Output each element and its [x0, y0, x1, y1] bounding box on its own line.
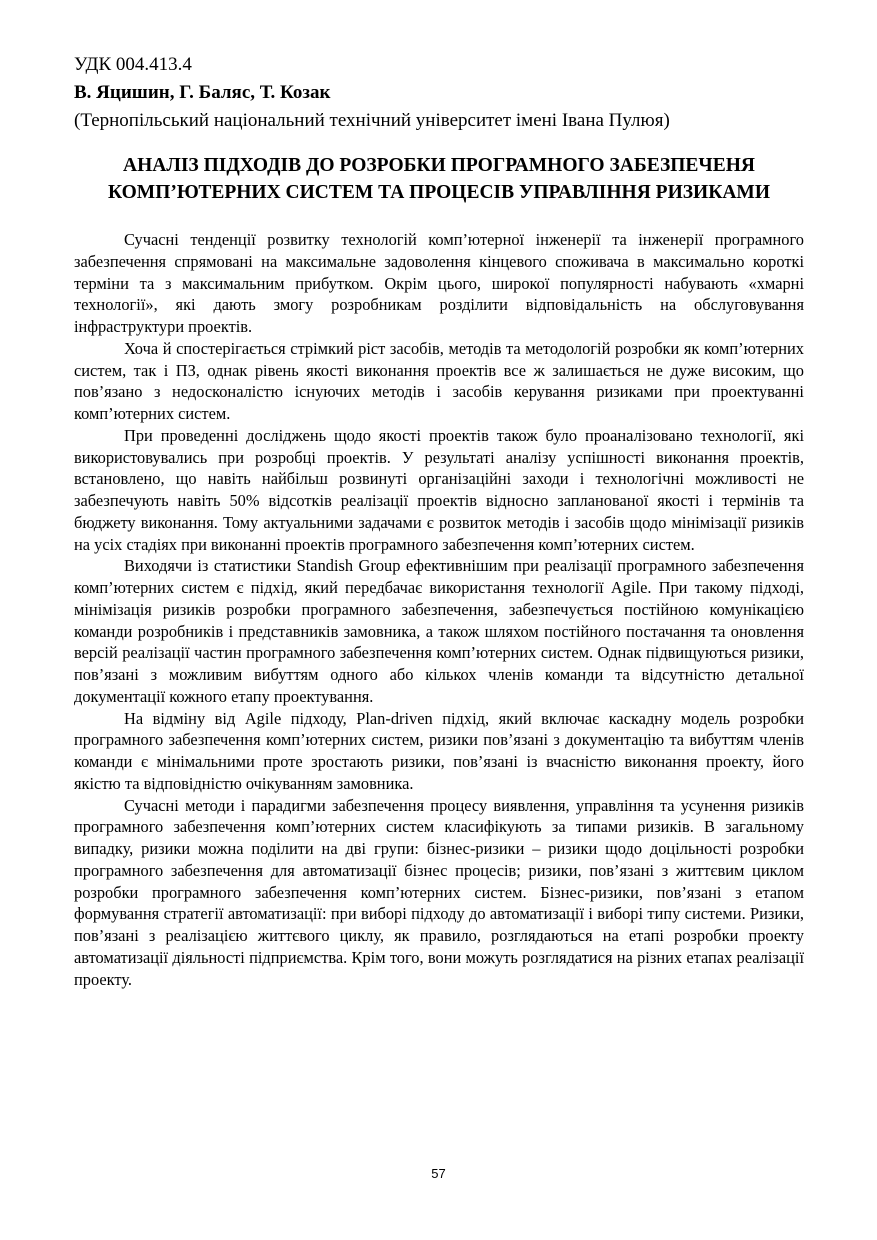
paragraph-5: На відміну від Agile підходу, Plan-driven підхід, який включає каскадну модель розробки програмного забезпечення комп’ютерних систем, ризики пов’язані з документацію та вибуттям членів команди є мінімальними проте зростають ризики, пов’язані із вчасністю виконання проекту, його якістю та відповідністю очікуванням замовника. [74, 708, 804, 793]
affiliation: (Тернопільський національний технічний університет імені Івана Пулюя) [74, 110, 670, 131]
body-text [74, 229, 804, 990]
paper-title [74, 152, 804, 206]
title-line-1: АНАЛІЗ ПІДХОДІВ ДО РОЗРОБКИ ПРОГРАМНОГО ЗАБЕЗПЕЧЕНЯ [122, 155, 755, 176]
paragraph-1: Сучасні тенденції розвитку технологій комп’ютерної інженерії та інженерії програмного забезпечення спрямовані на максимальне задоволення кінцевого споживача в максимально короткі терміни та з максимальним прибутком. Окрім цього, широкої популярності набувають «хмарні технології», які дають змогу розробникам розділити відповідальність на обслуговування інфраструктури проектів. [74, 230, 804, 336]
page-number: 57 [431, 1166, 446, 1181]
paragraph-2: Хоча й спостерігається стрімкий ріст засобів, методів та методологій розробки як комп’ютерних систем, так і ПЗ, однак рівень якості виконання проектів все ж залишається не дуже високим, що пов’язано з недосконалістю існуючих методів і засобів керування ризиками при проектуванні комп’ютерних систем. [74, 338, 804, 423]
authors: В. Яцишин, Г. Баляс, Т. Козак [74, 82, 331, 103]
udk-code: УДК 004.413.4 [74, 54, 192, 75]
paragraph-3: При проведенні досліджень щодо якості проектів також було проаналізовано технології, які використовувались при розробці проектів. У результаті аналізу успішності виконання проектів, встановлено, що навіть найбільш розвинуті організаційні заходи і технологічні можливості не забезпечують навіть 50% відсотків реалізації проектів відносно запланованої якості і термінів та бюджету виконання. Тому актуальними задачами є розвиток методів і засобів щодо мінімізації ризиків на усіх стадіях при виконанні проектів програмного забезпечення комп’ютерних систем. [74, 425, 804, 554]
paragraph-6: Сучасні методи і парадигми забезпечення процесу виявлення, управління та усунення ризиків програмного забезпечення комп’ютерних систем класифікують за типами ризиків. В загальному випадку, ризики можна поділити на дві групи: бізнес-ризики – ризики щодо доцільності розробки програмного забезпечення для автоматизації бізнес процесів; ризики, пов’язані з життєвим циклом розробки програмного забезпечення комп’ютерних систем. Бізнес-ризики, пов’язані з етапом формування стратегії автоматизації: при виборі підходу до автоматизації і виборі типу системи. Ризики, пов’язані з реалізацією життєвого циклу, як правило, розглядаються на етапі розробки проекту автоматизації діяльності підприємства. Крім того, вони можуть розглядатися на різних етапах реалізації проекту. [74, 795, 804, 989]
title-line-2: КОМП’ЮТЕРНИХ СИСТЕМ ТА ПРОЦЕСІВ УПРАВЛІННЯ РИЗИКАМИ [107, 182, 771, 203]
paragraph-4: Виходячи із статистики Standish Group ефективнішим при реалізації програмного забезпечення комп’ютерних систем є підхід, який передбачає використання технології Agile. При такому підході, мінімізація ризиків розробки програмного забезпечення, забезпечується постійною комунікацією команди розробників і представників замовника, а також шляхом постійного постачання та оновлення версій реалізації частин програмного забезпечення комп’ютерних систем. Однак підвищуються ризики, пов’язані з можливим вибуттям одного або кількох членів команди та відсутністю детальної документації кожного етапу проектування. [74, 556, 804, 706]
